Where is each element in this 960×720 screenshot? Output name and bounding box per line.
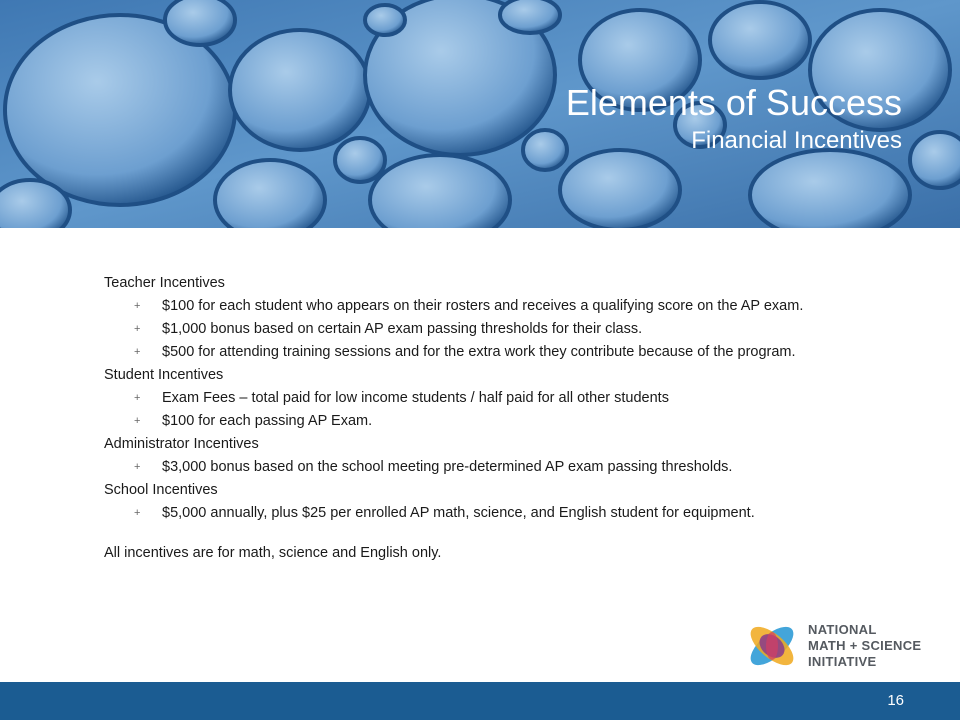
list-item <box>104 343 834 361</box>
list-item <box>104 412 834 430</box>
list-item <box>104 297 834 315</box>
section-heading-school: School Incentives <box>104 482 218 498</box>
page-number: 16 <box>887 692 904 709</box>
plus-bullet-icon: + <box>134 507 141 519</box>
bullet-text: $100 for each student who appears on their rosters and receives a qualifying score on the AP exam. <box>162 298 804 314</box>
slide-body <box>104 274 834 562</box>
section-heading-administrator: Administrator Incentives <box>104 436 259 452</box>
section-heading-student: Student Incentives <box>104 367 224 383</box>
footer-bar <box>0 682 960 720</box>
logo-line-1: NATIONAL <box>808 622 877 637</box>
logo-line-3: INITIATIVE <box>808 654 877 669</box>
title-block <box>566 82 902 156</box>
list-item <box>104 458 834 476</box>
footnote: All incentives are for math, science and English only. <box>104 545 442 561</box>
plus-bullet-icon: + <box>134 392 141 404</box>
list-item <box>104 320 834 338</box>
logo-wordmark <box>808 622 921 670</box>
bullet-text: $1,000 bonus based on certain AP exam passing thresholds for their class. <box>162 321 643 337</box>
atom-logo-icon <box>744 618 804 674</box>
bullet-text: $100 for each passing AP Exam. <box>162 413 373 429</box>
slide-title: Elements of Success <box>565 82 902 123</box>
plus-bullet-icon: + <box>134 415 141 427</box>
bullet-text: Exam Fees – total paid for low income students / half paid for all other students <box>162 390 669 406</box>
bullet-text: $500 for attending training sessions and for the extra work they contribute because of the program. <box>162 344 796 360</box>
section-heading-teacher: Teacher Incentives <box>104 275 225 291</box>
slide-subtitle: Financial Incentives <box>691 127 902 154</box>
bullet-text: $3,000 bonus based on the school meeting pre-determined AP exam passing thresholds. <box>162 459 733 475</box>
list-item <box>104 389 834 407</box>
plus-bullet-icon: + <box>134 300 141 312</box>
list-item <box>104 504 834 522</box>
bullet-text: $5,000 annually, plus $25 per enrolled AP math, science, and English student for equipment. <box>162 505 755 521</box>
plus-bullet-icon: + <box>134 346 141 358</box>
logo-line-2: MATH + SCIENCE <box>808 638 922 653</box>
header-banner <box>0 0 960 228</box>
plus-bullet-icon: + <box>134 323 141 335</box>
plus-bullet-icon: + <box>134 461 141 473</box>
nmsi-logo <box>744 618 944 674</box>
